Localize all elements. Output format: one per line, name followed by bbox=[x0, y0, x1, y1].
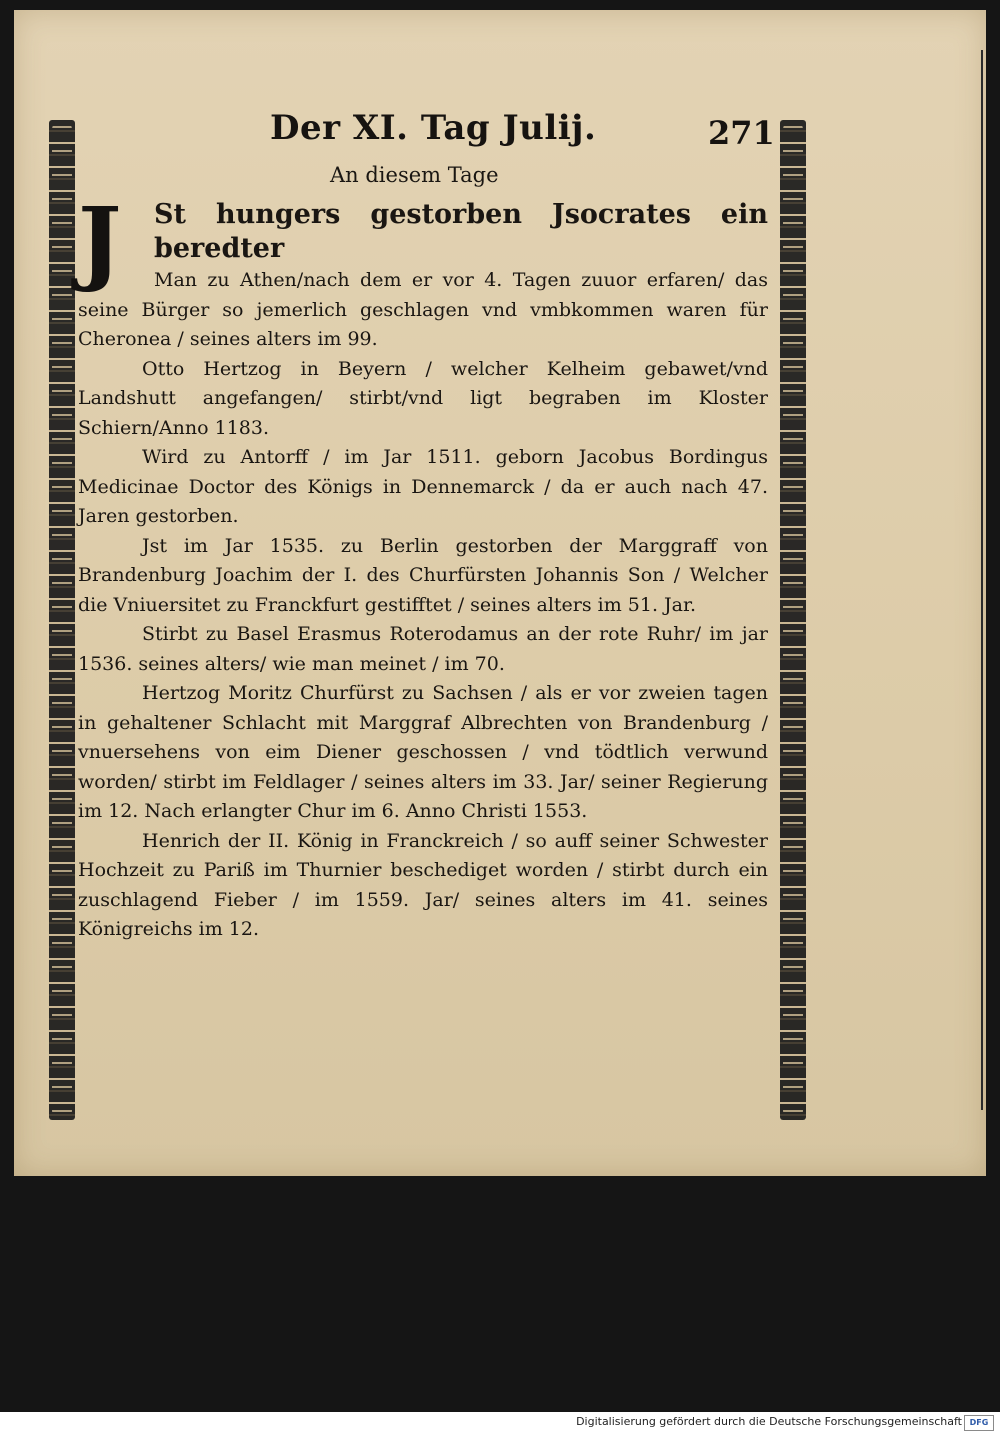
left-ornamental-border bbox=[49, 120, 75, 1120]
right-ornamental-border bbox=[780, 120, 806, 1120]
page-edge bbox=[981, 50, 983, 1110]
page-number: 271 bbox=[708, 114, 775, 152]
funding-credit: Digitalisierung gefördert durch die Deutsche Forschungsgemeinschaft bbox=[576, 1415, 962, 1428]
dfg-logo: DFG bbox=[964, 1415, 994, 1431]
paragraph: Wird zu Antorff / im Jar 1511. geborn Jacobus Bordingus Medicinae Doctor des Königs in Dennemarck / da er auch nach 47. Jaren gestorben. bbox=[78, 446, 768, 527]
running-header-title: Der XI. Tag Julij. bbox=[270, 108, 597, 148]
section-subheading: An diesem Tage bbox=[330, 163, 499, 187]
first-line: St hungers gestorben Jsocrates ein beredter bbox=[154, 199, 768, 264]
paragraph: Stirbt zu Basel Erasmus Roterodamus an der rote Ruhr/ im jar 1536. seines alters/ wie man meinet / im 70. bbox=[78, 623, 768, 675]
paragraph: Otto Hertzog in Beyern / welcher Kelheim gebawet/vnd Landshutt angefangen/ stirbt/vnd ligt begraben im Kloster Schiern/Anno 1183. bbox=[78, 357, 768, 439]
paragraph: Jst im Jar 1535. zu Berlin gestorben der Marggraff von Brandenburg Joachim der I. des Churfürsten Johannis Son / Welcher die Vniuersitet zu Franckfurt gestifftet / seines alters im 51. Jar. bbox=[78, 534, 768, 616]
body-text bbox=[78, 187, 768, 945]
first-paragraph bbox=[78, 266, 768, 355]
first-paragraph-text: Man zu Athen/nach dem er vor 4. Tagen zuuor erfaren/ das seine Bürger so jemerlich geschlagen vnd vmbkommen waren für Cheronea / seines alters im 99. bbox=[78, 269, 768, 350]
decorated-initial: J bbox=[78, 187, 122, 295]
paragraph: Henrich der II. König in Franckreich / so auff seiner Schwester Hochzeit zu Pariß im Thurnier beschediget worden / stirbt durch ein zuschlagend Fieber / im 1559. Jar/ seines alters im 41. seines Königreichs im 12. bbox=[78, 829, 768, 940]
paragraph: Hertzog Moritz Churfürst zu Sachsen / als er vor zweien tagen in gehaltener Schlacht mit Marggraf Albrechten von Brandenburg / vnuersehens von eim Diener geschossen / vnd tödtlich verwund worden/ stirbt im Feldlager / seines alters im 33. Jar/ seiner Regierung im 12. Nach erlangter Chur im 6. Anno Christi 1553. bbox=[78, 682, 768, 822]
